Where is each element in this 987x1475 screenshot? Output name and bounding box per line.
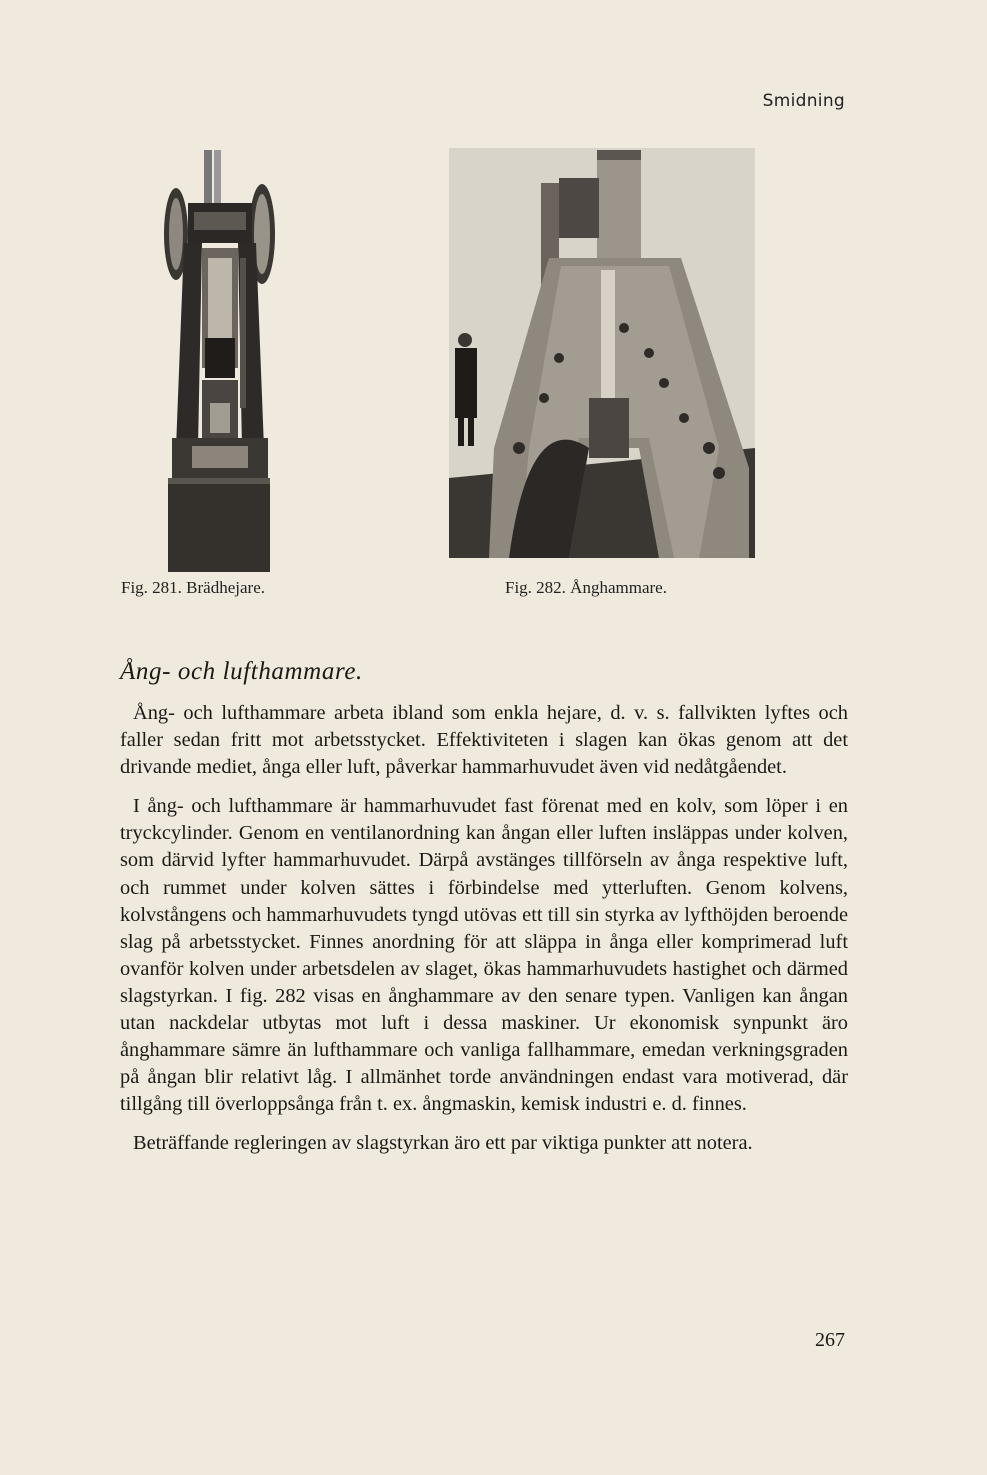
- figure-281-drop-hammer-photo: [158, 148, 282, 574]
- paragraph-3: Beträffande regleringen av slagstyrkan äro ett par viktiga punkter att notera.: [133, 1132, 753, 1155]
- figure-282-caption: Fig. 282. Ånghammare.: [505, 578, 667, 597]
- running-head: Smidning: [762, 91, 845, 111]
- figure-281-caption: Fig. 281. Brädhejare.: [121, 578, 265, 597]
- paragraph-1: Ång- och lufthammare arbeta ibland som enkla hejare, d. v. s. fallvikten lyftes och faller sedan fritt mot arbetsstycket. Effektiviteten i slagen kan ökas genom att det drivande mediet, ånga eller luft, påverkar hammarhuvudet även vid nedåtgåendet.: [120, 702, 848, 779]
- figure-282-steam-hammer-photo: [449, 148, 755, 558]
- page-number: 267: [815, 1329, 845, 1351]
- section-title: Ång- och lufthammare.: [120, 658, 363, 685]
- body-text: [120, 700, 848, 1170]
- paragraph-2: I ång- och lufthammare är hammarhuvudet fast förenat med en kolv, som löper i en tryckcylinder. Genom en ventilanordning kan ångan eller luften insläppas under kolven, som därvid lyfter hammarhuvudet. Därpå avstänges tillförseln av ånga respektive luft, och rummet under kolven sättes i förbindelse med ytterluften. Genom kolvens, kolvstångens och hammarhuvudets tyngd utövas ett till sin styrka av lyfthöjden beroende slag på arbetsstycket. Finnes anordning för att släppa in ånga eller komprimerad luft ovanför kolven under arbetsdelen av slaget, ökas hammarhuvudets hastighet och därmed slagstyrkan. I fig. 282 visas en ånghammare av den senare typen. Vanligen kan ångan utan nackdelar utbytas mot luft i dessa maskiner. Ur ekonomisk synpunkt äro ånghammare sämre än lufthammare och vanliga fallhammare, emedan verkningsgraden på ångan blir relativt låg. I allmänhet torde användningen endast vara motiverad, där tillgång till överloppsånga från t. ex. ångmaskin, kemisk industri e. d. finnes.: [120, 795, 848, 1116]
